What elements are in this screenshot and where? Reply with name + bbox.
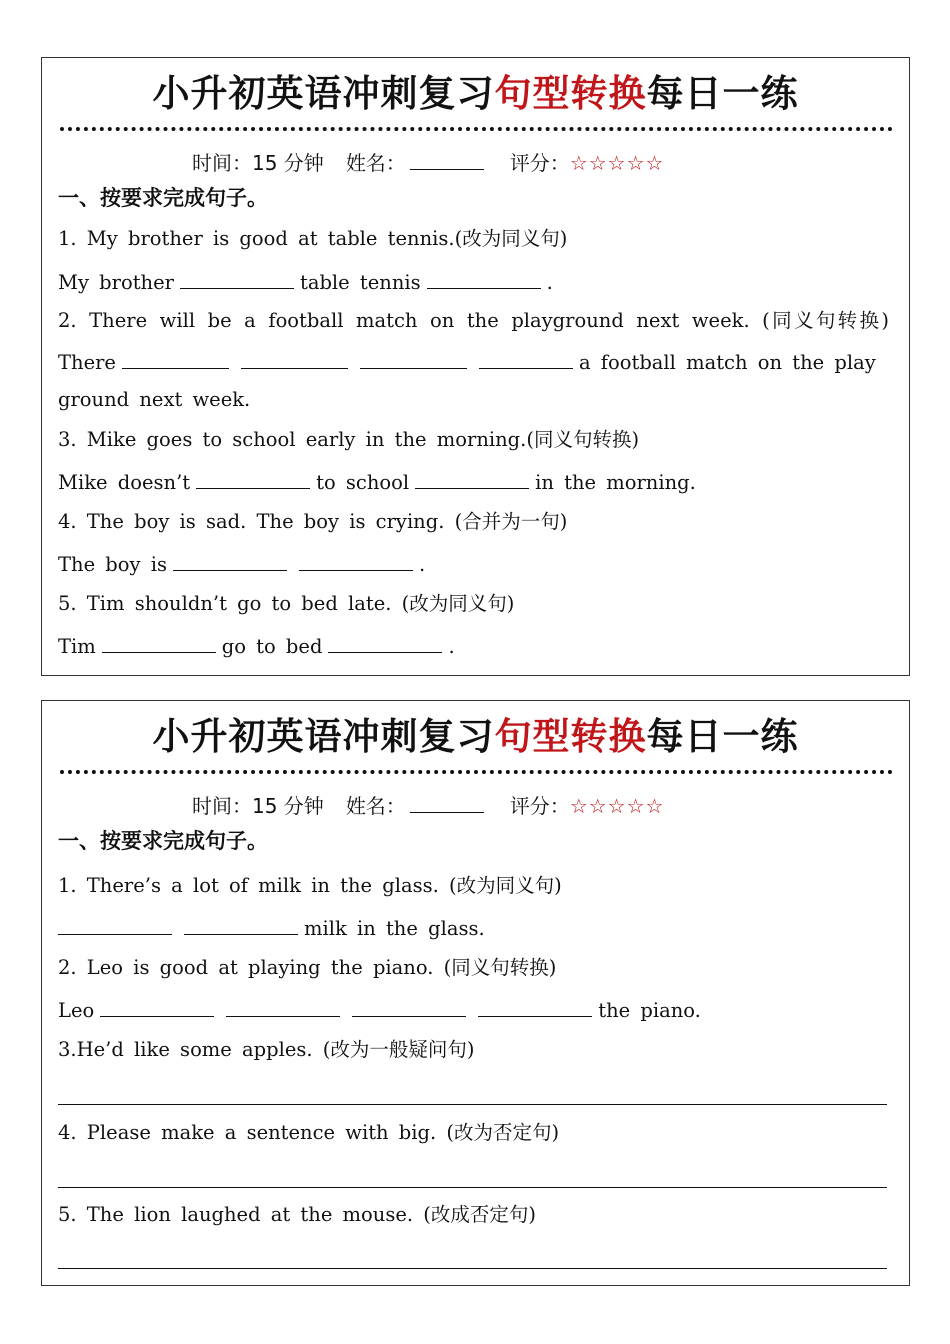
worksheet-card-1 <box>41 57 910 676</box>
question-4: 4. The boy is sad. The boy is crying. (合并为一句) <box>58 510 568 533</box>
question-3: 3.He’d like some apples. (改为一般疑问句) <box>58 1038 475 1061</box>
answer-blank[interactable] <box>180 268 294 289</box>
answer-blank[interactable] <box>427 268 541 289</box>
worksheet-card-2 <box>41 700 910 1286</box>
question-1: 1. There’s a lot of milk in the glass. (改为同义句) <box>58 874 562 897</box>
answer-blank[interactable] <box>478 996 592 1017</box>
answer-blank[interactable] <box>58 914 172 935</box>
question-2: 2. There will be a football match on the playground next week. (同义句转换) <box>58 309 889 332</box>
name-blank[interactable] <box>410 794 484 813</box>
section-title: 一、按要求完成句子。 <box>58 829 268 853</box>
time-label: 时间：15 分钟 <box>192 151 324 175</box>
question-5: 5. Tim shouldn’t go to bed late. (改为同义句) <box>58 592 515 615</box>
question-4: 4. Please make a sentence with big. (改为否定句) <box>58 1121 560 1144</box>
answer-1: My brother table tennis . <box>58 268 889 296</box>
rating-stars[interactable]: ☆☆☆☆☆ <box>569 151 665 175</box>
name-blank[interactable] <box>410 151 484 170</box>
answer-2: There a football match on the play <box>58 348 889 376</box>
info-row <box>192 150 664 176</box>
title-highlight: 句型转换 <box>494 72 647 115</box>
name-label: 姓名： <box>345 794 406 818</box>
answer-blank[interactable] <box>196 468 310 489</box>
answer-blank[interactable] <box>100 996 214 1017</box>
answer-blank[interactable] <box>173 550 287 571</box>
section-title: 一、按要求完成句子。 <box>58 186 268 210</box>
answer-blank[interactable] <box>184 914 298 935</box>
dotted-divider <box>60 770 893 774</box>
rating-stars[interactable]: ☆☆☆☆☆ <box>569 794 665 818</box>
answer-blank[interactable] <box>415 468 529 489</box>
question-2: 2. Leo is good at playing the piano. (同义句转换) <box>58 956 557 979</box>
title-highlight: 句型转换 <box>494 715 647 758</box>
worksheet-title: 小升初英语冲刺复习句型转换每日一练 <box>152 715 799 758</box>
dotted-divider <box>60 127 893 131</box>
info-row <box>192 793 664 819</box>
time-label: 时间：15 分钟 <box>192 794 324 818</box>
answer-line-5[interactable] <box>58 1268 887 1269</box>
score-label: 评分： <box>509 151 570 175</box>
answer-blank[interactable] <box>479 348 573 369</box>
answer-blank[interactable] <box>352 996 466 1017</box>
answer-5: Tim go to bed . <box>58 632 889 660</box>
answer-2-continued: ground next week. <box>58 388 251 411</box>
answer-blank[interactable] <box>241 348 348 369</box>
answer-blank[interactable] <box>102 632 216 653</box>
worksheet-title: 小升初英语冲刺复习句型转换每日一练 <box>152 72 799 115</box>
answer-line-4[interactable] <box>58 1187 887 1188</box>
score-label: 评分： <box>509 794 570 818</box>
question-1: 1. My brother is good at table tennis.(改为同义句) <box>58 227 568 250</box>
question-3: 3. Mike goes to school early in the morning.(同义句转换) <box>58 428 640 451</box>
answer-blank[interactable] <box>226 996 340 1017</box>
answer-2: Leo the piano. <box>58 996 889 1024</box>
answer-blank[interactable] <box>299 550 413 571</box>
answer-4: The boy is . <box>58 550 889 578</box>
name-label: 姓名： <box>345 151 406 175</box>
answer-blank[interactable] <box>122 348 229 369</box>
answer-3: Mike doesn’t to school in the morning. <box>58 468 889 496</box>
answer-1: milk in the glass. <box>58 914 889 942</box>
answer-blank[interactable] <box>360 348 467 369</box>
answer-line-3[interactable] <box>58 1104 887 1105</box>
answer-blank[interactable] <box>328 632 442 653</box>
question-5: 5. The lion laughed at the mouse. (改成否定句) <box>58 1203 537 1226</box>
